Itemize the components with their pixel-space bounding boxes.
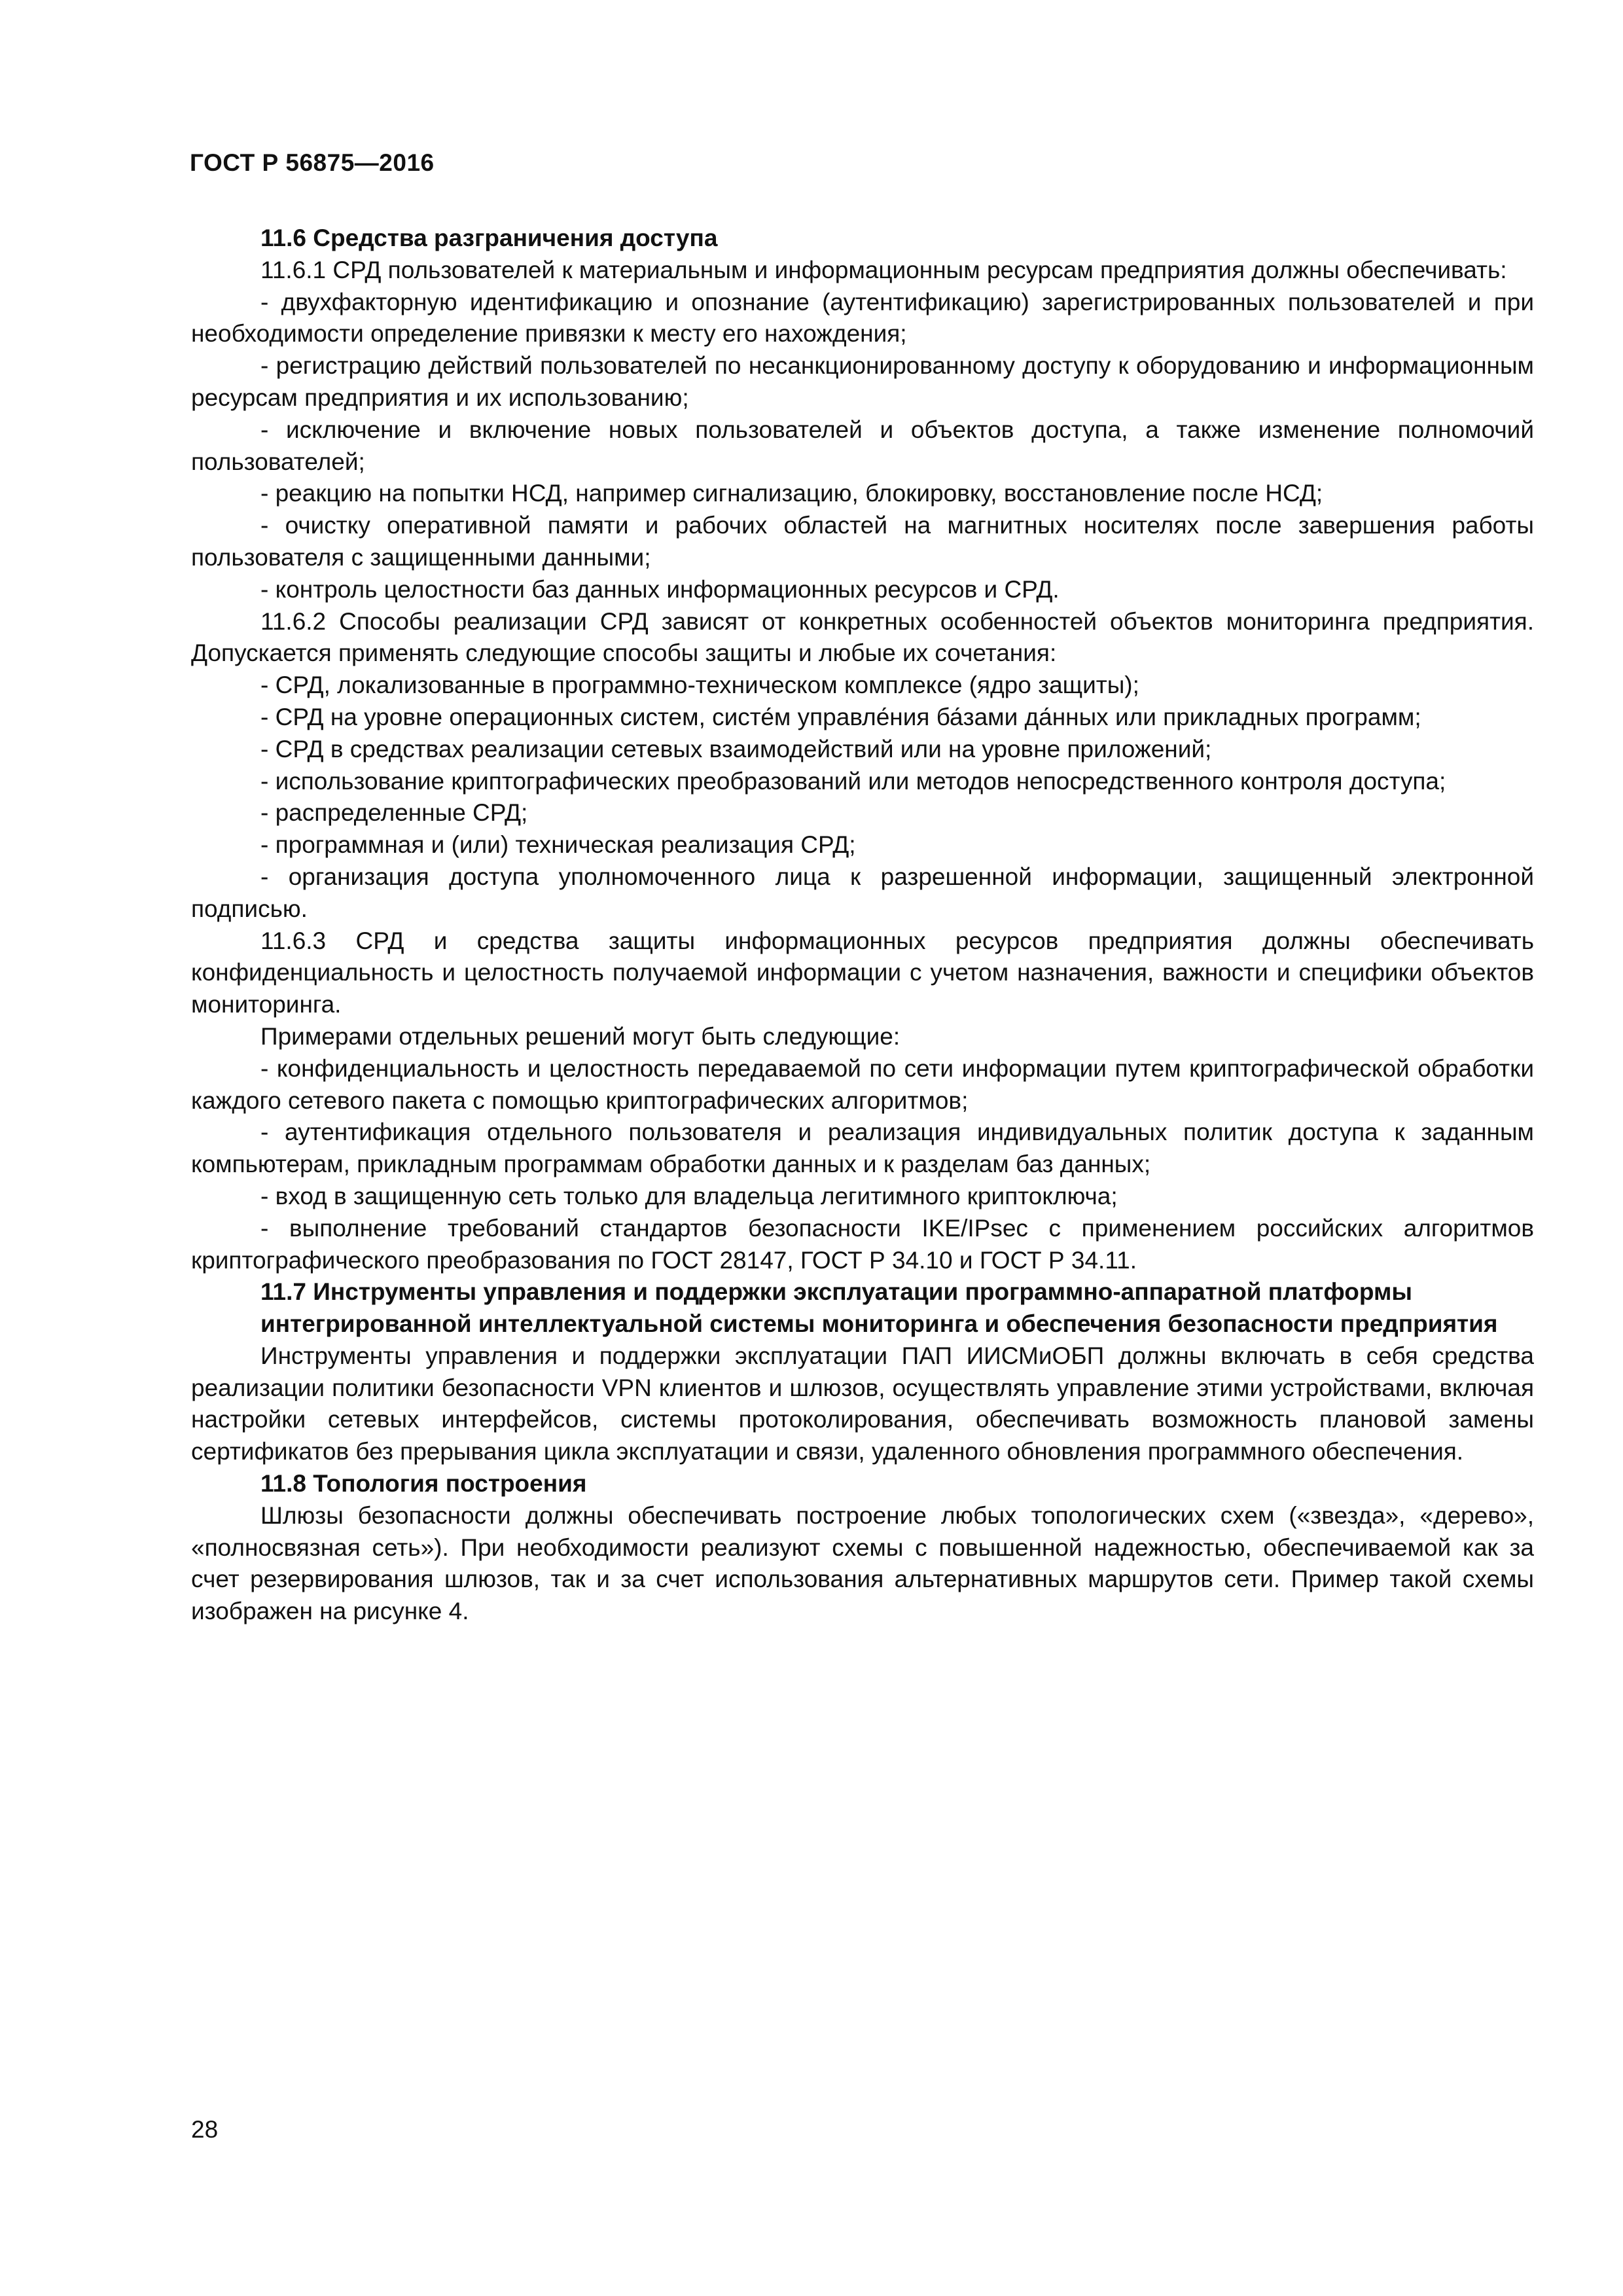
list-item: - исключение и включение новых пользователей и объектов доступа, а также изменение полномочий пользователей; bbox=[191, 416, 1534, 475]
document-code: ГОСТ Р 56875—2016 bbox=[190, 149, 435, 176]
list-item: - организация доступа уполномоченного лица к разрешенной информации, защищенный электронной подписью. bbox=[191, 863, 1534, 922]
list-item: - двухфакторную идентификацию и опознание (аутентификацию) зарегистрированных пользователей и при необходимости определение привязки к месту его нахождения; bbox=[191, 288, 1534, 348]
document-body bbox=[191, 223, 1534, 1628]
list-item: - регистрацию действий пользователей по несанкционированному доступу к оборудованию и информационным ресурсам предприятия и их использованию; bbox=[191, 352, 1534, 411]
section-heading-11-8: 11.8 Топология построения bbox=[260, 1470, 587, 1498]
paragraph-examples-intro: Примерами отдельных решений могут быть следующие: bbox=[260, 1022, 901, 1050]
list-item: - СРД на уровне операционных систем, систе́м управле́ния ба́зами да́нных или прикладных программ; bbox=[260, 703, 1421, 730]
list-item: - очистку оперативной памяти и рабочих областей на магнитных носителях после завершения работы пользователя с защищенными данными; bbox=[191, 512, 1534, 571]
list-item: - конфиденциальность и целостность передаваемой по сети информации путем криптографической обработки каждого сетевого пакета с помощью криптографических алгоритмов; bbox=[191, 1054, 1534, 1114]
section-heading-11-7: 11.7 Инструменты управления и поддержки эксплуатации программно-аппаратной платформы интегрированной интеллектуальной системы мониторинга и обеспечения безопасности предприятия bbox=[260, 1278, 1498, 1338]
section-heading-11-6: 11.6 Средства разграничения доступа bbox=[260, 224, 718, 251]
list-item: - выполнение требований стандартов безопасности IKE/IPsec с применением российских алгоритмов криптографического преобразования по ГОСТ 28147, ГОСТ Р 34.10 и ГОСТ Р 34.11. bbox=[191, 1214, 1534, 1274]
list-item: - распределенные СРД; bbox=[260, 799, 528, 827]
list-item: - вход в защищенную сеть только для владельца легитимного криптоключа; bbox=[260, 1182, 1118, 1210]
paragraph-11-6-3: 11.6.3 СРД и средства защиты информационных ресурсов предприятия должны обеспечивать конфиденциальность и целостность получаемой информации с учетом назначения, важности и специфики объектов мониторинга. bbox=[191, 927, 1534, 1018]
list-item: - реакцию на попытки НСД, например сигнализацию, блокировку, восстановление после НСД; bbox=[260, 480, 1323, 507]
list-item: - контроль целостности баз данных информационных ресурсов и СРД. bbox=[260, 575, 1060, 603]
paragraph-11-6-1: 11.6.1 СРД пользователей к материальным и информационным ресурсам предприятия должны обеспечивать: bbox=[260, 256, 1507, 283]
paragraph-11-6-2: 11.6.2 Способы реализации СРД зависят от конкретных особенностей объектов мониторинга предприятия. Допускается применять следующие способы защиты и любые их сочетания: bbox=[191, 607, 1534, 667]
paragraph-11-7: Инструменты управления и поддержки эксплуатации ПАП ИИСМиОБП должны включать в себя средства реализации политики безопасности VPN клиентов и шлюзов, осуществлять управление этими устройствами, включая настройки сетевых интерфейсов, системы протоколирования, обеспечивать возможность плановой замены сертификатов без прерывания цикла эксплуатации и связи, удаленного обновления программного обеспечения. bbox=[191, 1342, 1534, 1465]
paragraph-11-8: Шлюзы безопасности должны обеспечивать построение любых топологических схем («звезда», «дерево», «полносвязная сеть»). При необходимости реализуют схемы с повышенной надежностью, обеспечиваемой как за счет резервирования шлюзов, так и за счет использования альтернативных маршрутов сети. Пример такой схемы изображен на рисунке 4. bbox=[191, 1501, 1534, 1625]
list-item: - программная и (или) техническая реализация СРД; bbox=[260, 831, 856, 859]
list-item: - использование криптографических преобразований или методов непосредственного контроля доступа; bbox=[260, 767, 1446, 795]
page-number: 28 bbox=[191, 2116, 219, 2143]
list-item: - аутентификация отдельного пользователя и реализация индивидуальных политик доступа к заданным компьютерам, прикладным программам обработки данных и к разделам баз данных; bbox=[191, 1119, 1534, 1178]
list-item: - СРД в средствах реализации сетевых взаимодействий или на уровне приложений; bbox=[260, 735, 1212, 762]
list-item: - СРД, локализованные в программно-техническом комплексе (ядро защиты); bbox=[260, 672, 1139, 699]
